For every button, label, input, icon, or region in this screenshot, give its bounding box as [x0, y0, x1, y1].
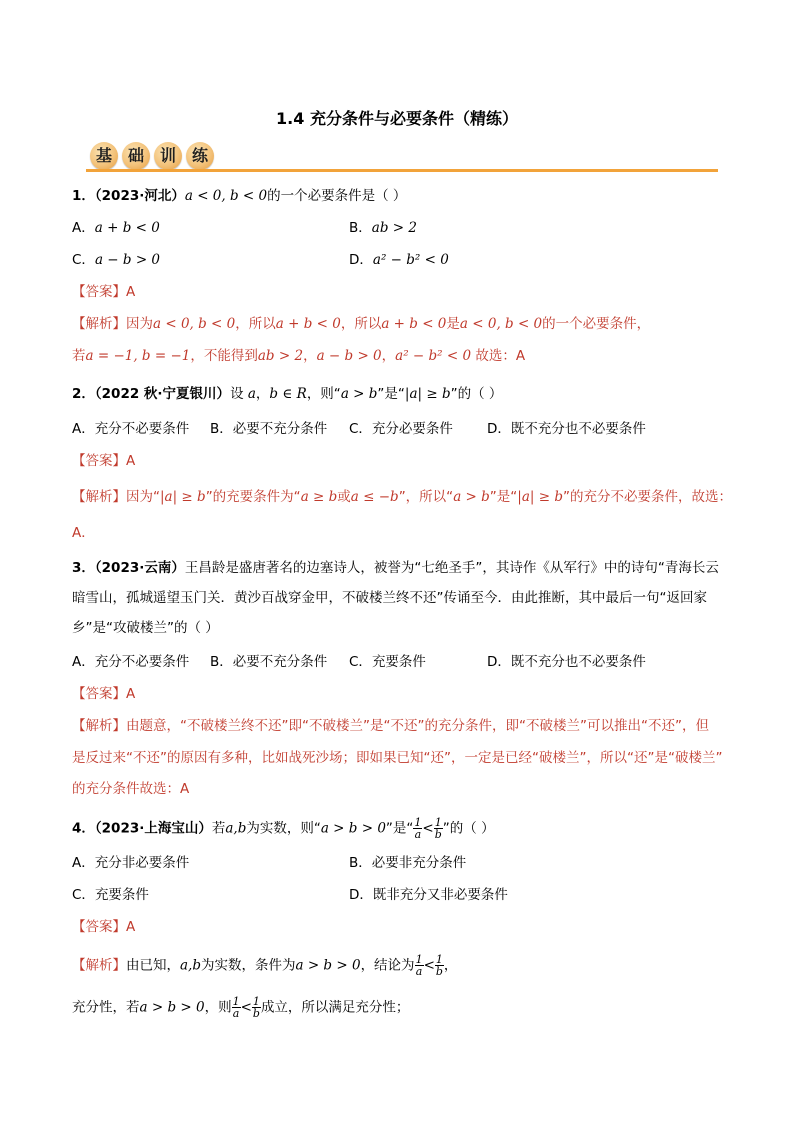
question-source: （2023·上海宝山） — [94, 820, 212, 837]
answer-value: A — [126, 453, 136, 469]
answer-label: 【答案】 — [72, 686, 126, 702]
text: ”的（ ） — [450, 386, 503, 402]
math-expr: a — [247, 386, 256, 402]
text: 王昌龄是盛唐著名的边塞诗人，被誉为“七绝圣手”，其诗作《从军行》中的诗句“青海长云 — [184, 560, 719, 576]
option-text: 必要不充分条件 — [232, 421, 328, 437]
analysis-label: 【解析】 — [72, 718, 126, 734]
text: ”是“ — [489, 489, 518, 505]
question-source: （2023·河北） — [94, 188, 185, 204]
text: ， — [443, 957, 458, 974]
q3-answer — [72, 684, 135, 704]
math-expr: |a| ≥ b — [404, 386, 451, 402]
question-source: （2022 秋·宁夏银川） — [94, 386, 231, 402]
answer-value: A — [126, 284, 136, 300]
fraction-1-over-b — [435, 954, 444, 977]
question-number: 1． — [72, 188, 95, 204]
math-expr: |a| ≥ b — [517, 489, 563, 505]
math-expr: |a| ≥ b — [160, 489, 206, 505]
text: ， — [381, 348, 396, 364]
math-expr: a < 0, b < 0 — [184, 188, 268, 204]
answer-value: A — [180, 781, 190, 797]
fraction-1-over-a — [415, 954, 424, 977]
denominator: b — [434, 828, 442, 841]
math-expr: < — [423, 957, 435, 974]
question-number: 2． — [72, 386, 95, 402]
option-label: B． — [349, 220, 372, 236]
text: ，所以 — [340, 316, 382, 332]
option-text: 充分不必要条件 — [94, 421, 190, 437]
fraction-1-over-b — [434, 817, 443, 840]
q4-answer — [72, 917, 135, 937]
text: ”的（ ） — [442, 820, 495, 837]
math-expr: a > b > 0 — [139, 999, 205, 1016]
numerator: 1 — [252, 995, 260, 1008]
q1-option-d — [349, 250, 449, 270]
question-2-stem — [72, 384, 502, 404]
text: 充分性，若 — [72, 999, 140, 1016]
q2-answer — [72, 451, 135, 471]
answer-value: A — [515, 348, 526, 364]
answer-label: 【答案】 — [72, 919, 126, 935]
text: 故选： — [471, 348, 516, 364]
q2-analysis-line-1 — [72, 487, 732, 507]
denominator: a — [414, 828, 422, 841]
denominator: b — [435, 965, 443, 978]
numerator: 1 — [414, 816, 422, 829]
math-expr: a² − b² < 0 — [395, 348, 472, 364]
answer-label: 【答案】 — [72, 453, 126, 469]
math-expr: a < 0, b < 0 — [459, 316, 543, 332]
q2-option-c — [349, 419, 453, 439]
q3-option-c — [349, 652, 426, 672]
q1-option-a — [72, 218, 160, 238]
math-expr: a = −1, b = −1 — [85, 348, 191, 364]
banner-char-1: 基 — [90, 142, 118, 170]
text: 由题意，“不破楼兰终不还”即“不破楼兰”是“不还”的充分条件，即“不破楼兰”可以推出“不还”，但 — [126, 718, 709, 734]
q1-analysis-line-2 — [72, 346, 525, 366]
text: 为实数，则“ — [246, 820, 321, 837]
option-text: 必要不充分条件 — [232, 654, 328, 670]
q3-analysis-line-1 — [72, 716, 709, 736]
text: ，所以 — [235, 316, 276, 332]
text: ”，所以“ — [398, 489, 454, 505]
math-expr: a > b > 0 — [320, 820, 386, 837]
q4-analysis-line-1 — [72, 954, 457, 977]
math-expr: a > b > 0 — [295, 957, 361, 974]
question-source: （2023·云南） — [94, 560, 185, 576]
fraction-1-over-b — [252, 996, 261, 1019]
option-text: 充要条件 — [94, 887, 149, 903]
q2-option-d — [487, 419, 646, 439]
text: ， — [303, 348, 317, 364]
option-text: ab > 2 — [371, 220, 417, 236]
question-4-stem — [72, 817, 495, 840]
math-expr: a ≤ −b — [350, 489, 399, 505]
question-1-stem — [72, 186, 406, 206]
text: ，结论为 — [360, 957, 415, 974]
banner-underline — [86, 169, 718, 172]
q4-analysis-line-2 — [72, 996, 409, 1019]
q3-analysis-line-2: 是反过来“不还”的原因有多种，比如战死沙场；即如果已知“还”，一定是已经“破楼兰”，所以“还”是“破楼兰” — [72, 750, 723, 766]
question-number: 3． — [72, 560, 95, 576]
option-text: 既不充分也不必要条件 — [510, 421, 646, 437]
option-label: A． — [72, 220, 95, 236]
q4-option-d — [349, 885, 508, 905]
text: 由已知， — [126, 957, 180, 974]
text: 若 — [211, 820, 226, 837]
option-label: D． — [487, 421, 511, 437]
math-expr: a,b — [225, 820, 247, 837]
text: 为实数，条件为 — [200, 957, 296, 974]
option-label: B． — [349, 855, 372, 871]
option-text: 既非充分又非必要条件 — [372, 887, 508, 903]
text: 的一个必要条件， — [542, 316, 651, 332]
option-label: A． — [72, 654, 95, 670]
math-expr: a − b > 0 — [316, 348, 382, 364]
option-text: a − b > 0 — [94, 252, 161, 268]
numerator: 1 — [232, 995, 240, 1008]
answer-value: A — [126, 919, 136, 935]
numerator: 1 — [415, 953, 423, 966]
q2-option-a — [72, 419, 189, 439]
text: ， — [255, 386, 270, 402]
q1-analysis-line-1 — [72, 314, 650, 334]
option-text: a² − b² < 0 — [372, 252, 449, 268]
q3-option-a — [72, 652, 189, 672]
option-label: A． — [72, 421, 95, 437]
answer-value: A — [126, 686, 136, 702]
option-text: 充要条件 — [371, 654, 426, 670]
math-expr: < — [240, 999, 252, 1016]
q3-analysis-line-3 — [72, 779, 189, 799]
q2-option-b — [210, 419, 327, 439]
option-label: D． — [487, 654, 511, 670]
q1-option-b — [349, 218, 417, 238]
denominator: b — [252, 1007, 260, 1020]
analysis-label: 【解析】 — [72, 316, 126, 332]
q3-option-d — [487, 652, 646, 672]
text: ，则 — [204, 999, 232, 1016]
option-label: D． — [349, 252, 373, 268]
banner-char-4: 练 — [186, 142, 214, 170]
numerator: 1 — [434, 816, 442, 829]
text: 因为 — [126, 316, 153, 332]
text: 或 — [337, 489, 351, 505]
denominator: a — [232, 1007, 240, 1020]
option-label: C． — [349, 654, 372, 670]
option-label: B． — [210, 421, 233, 437]
text: 成立，所以满足充分性； — [260, 999, 410, 1016]
banner-char-3: 训 — [154, 142, 182, 170]
math-expr: a + b < 0 — [381, 316, 447, 332]
text: 的充分条件故选： — [72, 781, 180, 797]
option-text: 充分不必要条件 — [94, 654, 190, 670]
answer-label: 【答案】 — [72, 284, 126, 300]
math-expr: a + b < 0 — [275, 316, 341, 332]
option-label: A． — [72, 855, 95, 871]
math-expr: < — [422, 820, 434, 837]
option-label: C． — [72, 887, 95, 903]
option-label: B． — [210, 654, 233, 670]
stem-text: 的一个必要条件是（ ） — [267, 188, 407, 204]
text: ”是“ — [385, 820, 414, 837]
q1-option-c — [72, 250, 160, 270]
text: ”的充要条件为“ — [205, 489, 301, 505]
text: ”是“ — [377, 386, 405, 402]
math-expr: a,b — [180, 957, 201, 974]
q4-option-c — [72, 885, 149, 905]
q4-option-b — [349, 853, 466, 873]
text: 若 — [72, 348, 86, 364]
option-label: C． — [72, 252, 95, 268]
q2-analysis-line-2: A． — [72, 525, 95, 541]
text: 因为“ — [126, 489, 160, 505]
q4-option-a — [72, 853, 189, 873]
question-3-stem-line-1 — [72, 558, 719, 578]
analysis-label: 【解析】 — [72, 957, 126, 974]
math-expr: ab > 2 — [257, 348, 304, 364]
analysis-label: 【解析】 — [72, 489, 126, 505]
math-expr: a > b — [453, 489, 490, 505]
math-expr: a > b — [340, 386, 378, 402]
math-expr: b ∈ R — [269, 386, 307, 402]
text: ，不能得到 — [190, 348, 258, 364]
option-text: 既不充分也不必要条件 — [510, 654, 646, 670]
question-number: 4． — [72, 820, 95, 837]
math-expr: a ≥ b — [300, 489, 338, 505]
text: 是 — [446, 316, 460, 332]
denominator: a — [415, 965, 423, 978]
option-text: a + b < 0 — [94, 220, 160, 236]
fraction-1-over-a — [232, 996, 241, 1019]
option-text: 充分必要条件 — [371, 421, 453, 437]
option-label: C． — [349, 421, 372, 437]
option-label: D． — [349, 887, 373, 903]
option-text: 充分非必要条件 — [94, 855, 190, 871]
question-3-stem-line-3: 乡”是“攻破楼兰”的（ ） — [72, 620, 219, 636]
option-text: 必要非充分条件 — [371, 855, 467, 871]
text: ”的充分不必要条件，故选： — [562, 489, 732, 505]
q1-answer — [72, 282, 135, 302]
text: ，则“ — [306, 386, 341, 402]
text: 设 — [230, 386, 248, 402]
question-3-stem-line-2: 暗雪山，孤城遥望玉门关．黄沙百战穿金甲，不破楼兰终不还”传诵至今．由此推断，其中最后一句“返回家 — [72, 590, 707, 606]
math-expr: a < 0, b < 0 — [153, 316, 236, 332]
q3-option-b — [210, 652, 327, 672]
numerator: 1 — [435, 953, 443, 966]
banner-char-2: 础 — [122, 142, 150, 170]
page-title: 1.4 充分条件与必要条件（精练） — [276, 109, 518, 128]
